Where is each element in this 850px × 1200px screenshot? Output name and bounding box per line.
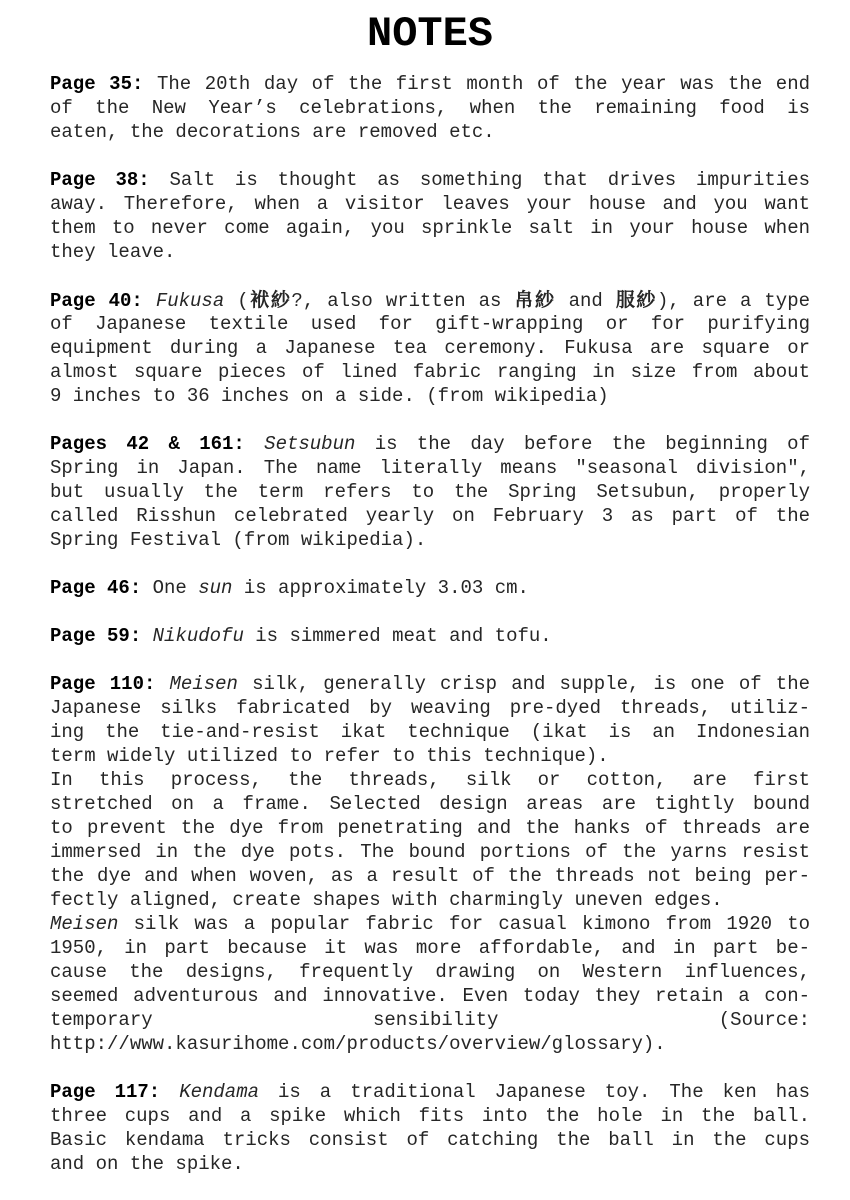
note-line xyxy=(50,672,810,696)
note-text: and xyxy=(555,290,616,312)
note-text xyxy=(160,1081,179,1103)
note-page-label: Page 46: xyxy=(50,577,142,599)
note-page-label: Page 110: xyxy=(50,673,156,695)
note-line xyxy=(50,576,810,600)
note-line xyxy=(50,480,810,504)
note-text: In this process, the threads, silk or cotton, are first xyxy=(50,769,810,791)
note-text: Spring in Japan. The name literally means "seasonal division", xyxy=(50,457,810,479)
note-line xyxy=(50,1152,810,1176)
note-text: silk, generally crisp and supple, is one of the xyxy=(237,673,810,695)
note-text: immersed in the dye pots. The bound portions of the yarns resist xyxy=(50,841,810,863)
kanji-text: 服紗 xyxy=(615,289,657,311)
note-page-38 xyxy=(50,168,810,264)
note-text: away. Therefore, when a visitor leaves your house and you want xyxy=(50,193,810,215)
note-page-label: Page 40: xyxy=(50,290,143,312)
term-italic: Nikudofu xyxy=(152,625,244,647)
note-line xyxy=(50,984,810,1008)
note-text: http://www.kasurihome.com/products/overview/glossary). xyxy=(50,1033,666,1055)
note-text: 1950, in part because it was more affordable, and in part be- xyxy=(50,937,810,959)
note-text xyxy=(245,433,264,455)
note-line xyxy=(50,1128,810,1152)
note-line xyxy=(50,792,810,816)
note-line xyxy=(50,120,810,144)
note-line xyxy=(50,912,810,936)
note-text: seemed adventurous and innovative. Even today they retain a con- xyxy=(50,985,810,1007)
note-line xyxy=(50,192,810,216)
note-text: almost square pieces of lined fabric ranging in size from about xyxy=(50,361,810,383)
note-text: of the New Year’s celebrations, when the remaining food is xyxy=(50,97,810,119)
note-line xyxy=(50,216,810,240)
note-page-35 xyxy=(50,72,810,144)
note-line xyxy=(50,312,810,336)
note-line xyxy=(50,384,810,408)
note-text: Spring Festival (from wikipedia). xyxy=(50,529,427,551)
note-text: The 20th day of the first month of the year was the end xyxy=(143,73,810,95)
note-text: they leave. xyxy=(50,241,176,263)
note-line xyxy=(50,432,810,456)
note-text: stretched on a frame. Selected design areas are tightly bound xyxy=(50,793,810,815)
note-page-110 xyxy=(50,672,810,1056)
note-text: but usually the term refers to the Spring Setsubun, properly xyxy=(50,481,810,503)
note-page-label: Page 35: xyxy=(50,73,144,95)
note-text: three cups and a spike which fits into the hole in the ball. xyxy=(50,1105,810,1127)
note-text: is approximately 3.03 cm. xyxy=(232,577,529,599)
note-text xyxy=(143,290,156,312)
note-text: Japanese silks fabricated by weaving pre-dyed threads, utiliz- xyxy=(50,697,810,719)
term-italic: sun xyxy=(198,577,233,599)
note-line xyxy=(50,840,810,864)
note-page-label: Pages 42 & 161: xyxy=(50,433,245,455)
note-text: is a traditional Japanese toy. The ken has xyxy=(259,1081,810,1103)
note-line xyxy=(50,744,810,768)
note-line xyxy=(50,456,810,480)
note-text: to prevent the dye from penetrating and the hanks of threads are xyxy=(50,817,810,839)
note-text: called Risshun celebrated yearly on February 3 as part of the xyxy=(50,505,810,527)
note-page-label: Page 59: xyxy=(50,625,142,647)
term-italic: Meisen xyxy=(169,673,238,695)
note-page-40 xyxy=(50,288,810,408)
note-text: Salt is thought as something that drives impurities xyxy=(149,169,810,191)
note-text: is the day before the beginning of xyxy=(355,433,810,455)
note-pages-42-161 xyxy=(50,432,810,552)
note-line xyxy=(50,528,810,552)
note-text: 9 inches to 36 inches on a side. (from wikipedia) xyxy=(50,385,609,407)
note-line xyxy=(50,888,810,912)
note-line xyxy=(50,1032,810,1056)
note-text: ?, also written as xyxy=(291,290,515,312)
term-italic: Fukusa xyxy=(155,290,225,312)
note-line xyxy=(50,720,810,744)
note-line xyxy=(50,96,810,120)
note-text: term widely utilized to refer to this technique). xyxy=(50,745,609,767)
note-text: fectly aligned, create shapes with charmingly uneven edges. xyxy=(50,889,723,911)
term-italic: Kendama xyxy=(179,1081,260,1103)
note-line xyxy=(50,1104,810,1128)
note-line xyxy=(50,816,810,840)
note-page-label: Page 117: xyxy=(50,1081,161,1103)
note-text xyxy=(141,625,152,647)
notes-list xyxy=(50,72,810,1176)
note-text: Basic kendama tricks consist of catching the ball in the cups xyxy=(50,1129,810,1151)
note-line xyxy=(50,864,810,888)
note-text: of Japanese textile used for gift-wrapping or for purifying xyxy=(50,313,810,335)
note-line xyxy=(50,936,810,960)
kanji-text: 帛紗 xyxy=(514,289,556,311)
note-line xyxy=(50,504,810,528)
note-line xyxy=(50,960,810,984)
note-page-label: Page 38: xyxy=(50,169,150,191)
page-title: NOTES xyxy=(366,10,494,58)
note-line xyxy=(50,360,810,384)
note-text: ), are a type xyxy=(657,290,810,312)
note-text: the dye and when woven, as a result of the threads not being per- xyxy=(50,865,810,887)
note-line xyxy=(50,72,810,96)
note-text: them to never come again, you sprinkle salt in your house when xyxy=(50,217,810,239)
note-line xyxy=(50,336,810,360)
note-line xyxy=(50,168,810,192)
note-page-46 xyxy=(50,576,810,600)
note-text xyxy=(155,673,169,695)
note-text: and on the spike. xyxy=(50,1153,244,1175)
note-page-117 xyxy=(50,1080,810,1176)
kanji-text: 袱紗 xyxy=(248,289,292,311)
note-text: temporary sensibility (Source: xyxy=(50,1009,810,1031)
note-page-59 xyxy=(50,624,810,648)
note-text: One xyxy=(141,577,199,599)
term-italic: Meisen xyxy=(50,913,119,935)
note-text: cause the designs, frequently drawing on Western influences, xyxy=(50,961,810,983)
note-text: equipment during a Japanese tea ceremony. Fukusa are square or xyxy=(50,337,810,359)
note-text: is simmered meat and tofu. xyxy=(243,625,552,647)
note-line xyxy=(50,288,810,312)
note-line xyxy=(50,240,810,264)
note-line xyxy=(50,768,810,792)
note-line xyxy=(50,1080,810,1104)
note-text: eaten, the decorations are removed etc. xyxy=(50,121,495,143)
note-text: ing the tie-and-resist ikat technique (ikat is an Indonesian xyxy=(50,721,810,743)
note-line xyxy=(50,624,810,648)
term-italic: Setsubun xyxy=(264,433,356,455)
note-text: silk was a popular fabric for casual kimono from 1920 to xyxy=(118,913,810,935)
note-line xyxy=(50,1008,810,1032)
note-text: ( xyxy=(224,290,249,312)
note-line xyxy=(50,696,810,720)
